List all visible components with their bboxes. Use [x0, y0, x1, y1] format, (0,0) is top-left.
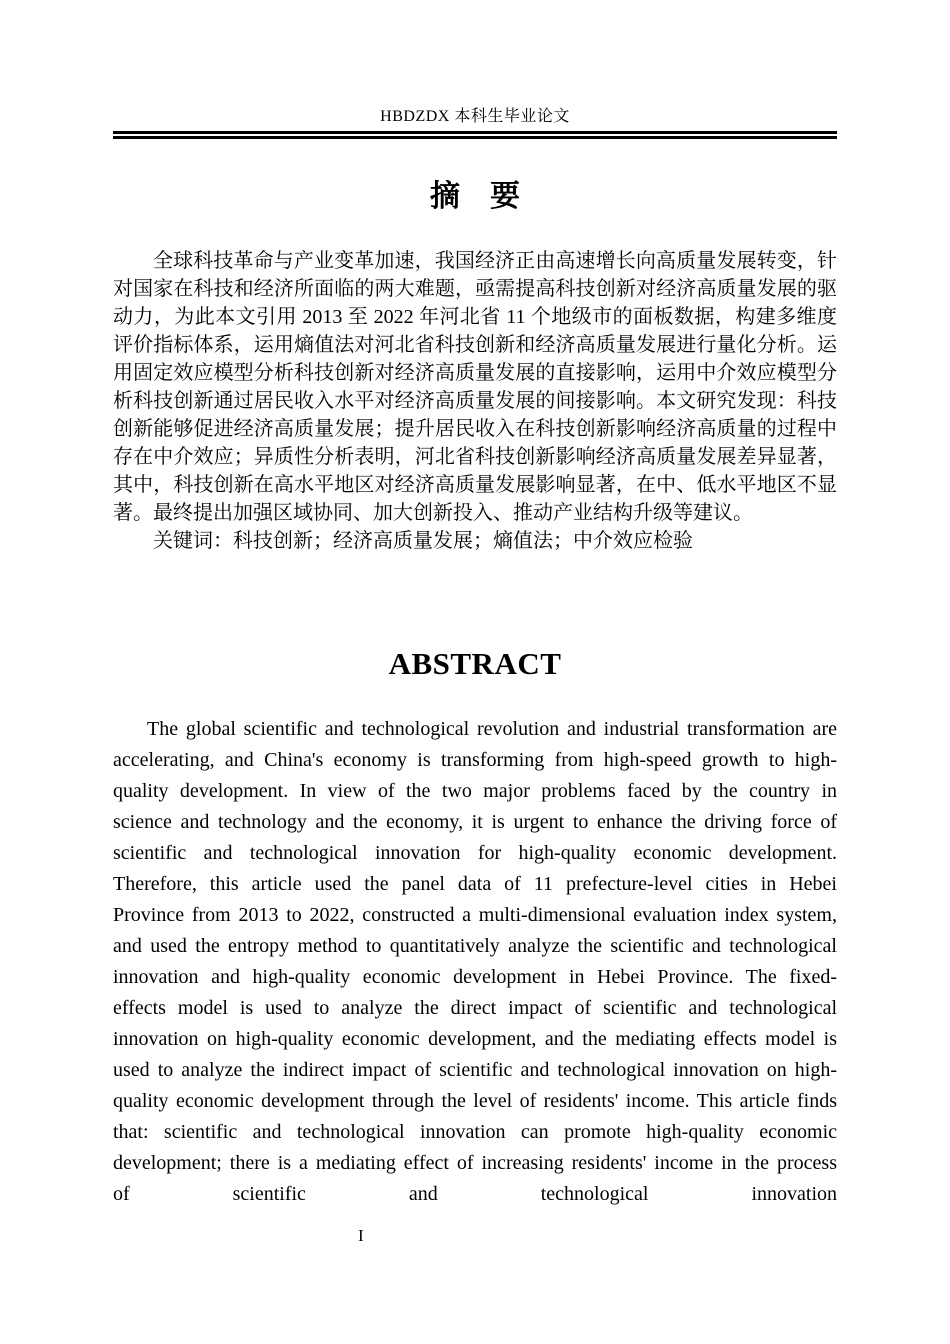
english-abstract-title: ABSTRACT	[388, 646, 562, 681]
running-header: HBDZDX 本科生毕业论文	[380, 108, 570, 125]
chinese-abstract-title: 摘 要	[430, 180, 520, 213]
chinese-abstract-body: 全球科技革命与产业变革加速，我国经济正由高速增长向高质量发展转变，针对国家在科技和经济所面临的两大难题，亟需提高科技创新对经济高质量发展的驱动力，为此本文引用 2013 至 2022 年河北省 11 个地级市的面板数据，构建多维度评价指标体系，运用熵值法对河北省科技创新和经济高质量发展进行量化分析。运用固定效应模型分析科技创新对经济高质量发展的直接影响，运用中介效应模型分析科技创新通过居民收入水平对经济高质量发展的间接影响。本文研究发现：科技创新能够促进经济高质量发展；提升居民收入在科技创新影响经济高质量的过程中存在中介效应；异质性分析表明，河北省科技创新影响经济高质量发展差异显著，其中，科技创新在高水平地区对经济高质量发展影响显著，在中、低水平地区不显著。最终提出加强区域协同、加大创新投入、推动产业结构升级等建议。	[113, 250, 837, 524]
chinese-keywords-line: 关键词：科技创新；经济高质量发展；熵值法；中介效应检验	[153, 530, 693, 552]
page-number: I	[358, 1226, 364, 1245]
header-double-rule	[113, 131, 837, 139]
english-abstract-body: The global scientific and technological revolution and industrial transformation are accelerating, and China's economy is transforming from high-speed growth to high-quality development. In view of the two major problems faced by the country in science and technology and the economy, it is urgent to enhance the driving force of scientific and technological innovation for high-quality economic development. Therefore, this article used the panel data of 11 prefecture-level cities in Hebei Province from 2013 to 2022, constructed a multi-dimensional evaluation index system, and used the entropy method to quantitatively analyze the scientific and technological innovation and high-quality economic development in Hebei Province. The fixed-effects model is used to analyze the direct impact of scientific and technological innovation on high-quality economic development, and the mediating effects model is used to analyze the indirect impact of scientific and technological innovation on high-quality economic development through the level of residents' income. This article finds that: scientific and technological innovation can promote high-quality economic development; there is a mediating effect of increasing residents' income in the process of scientific and technological innovation	[113, 718, 837, 1205]
